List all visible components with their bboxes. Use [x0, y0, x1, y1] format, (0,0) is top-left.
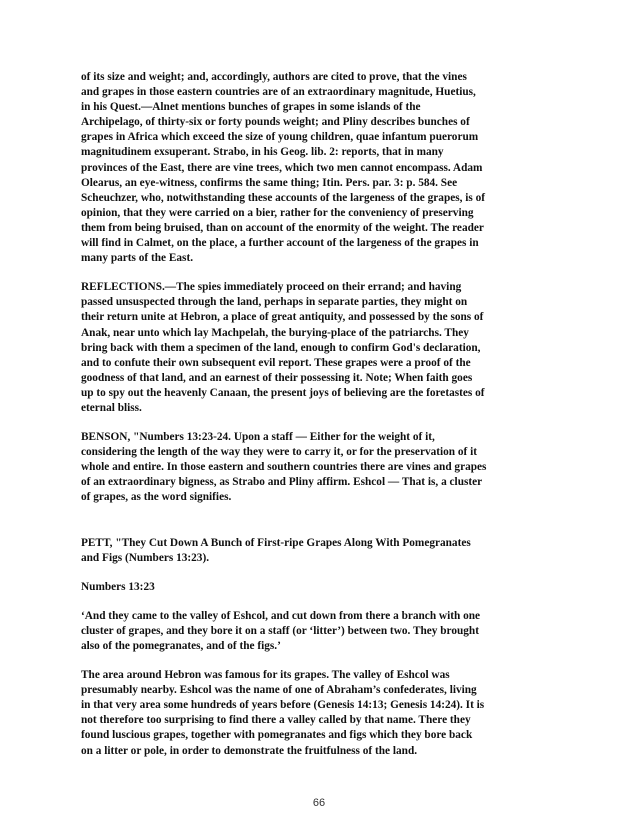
- text-line: Anak, near unto which lay Machpelah, the burying-place of the patriarchs. They: [81, 326, 469, 339]
- text-line: of its size and weight; and, accordingly, authors are cited to prove, that the vines: [81, 71, 467, 83]
- text-line: also of the pomegranates, and of the figs.’: [81, 640, 281, 652]
- text-line: presumably nearby. Eshcol was the name of one of Abraham’s confederates, living: [81, 684, 477, 697]
- paragraph: [81, 70, 551, 266]
- text-line: eternal bliss.: [81, 401, 142, 414]
- paragraph: [81, 580, 551, 595]
- text-line: Numbers 13:23: [81, 580, 155, 593]
- text-line: cluster of grapes, and they bore it on a staff (or ‘litter’) between two. They brought: [81, 624, 479, 637]
- text-line: PETT, "They Cut Down A Bunch of First-ripe Grapes Along With Pomegranates: [81, 536, 471, 549]
- text-line: BENSON, "Numbers 13:23-24. Upon a staff — Either for the weight of it,: [81, 431, 435, 444]
- text-line: of grapes, as the word signifies.: [81, 491, 232, 504]
- text-line: and Figs (Numbers 13:23).: [81, 551, 210, 564]
- paragraph: [81, 430, 551, 505]
- paragraph: [81, 609, 551, 654]
- page-body-text: [81, 70, 551, 773]
- text-line: magnitudinem exsuperant. Strabo, in his Geog. lib. 2: reports, that in many: [81, 146, 444, 159]
- text-line: The area around Hebron was famous for its grapes. The valley of Eshcol was: [81, 669, 450, 682]
- text-line: will find in Calmet, on the place, a further account of the largeness of the grapes in: [81, 237, 479, 250]
- paragraph: [81, 668, 551, 759]
- text-line: on a litter or pole, in order to demonstrate the fruitfulness of the land.: [81, 744, 418, 757]
- paragraph: [81, 536, 551, 566]
- text-line: many parts of the East.: [81, 252, 194, 265]
- text-line: goodness of that land, and an earnest of their possessing it. Note; When faith goes: [81, 371, 473, 384]
- text-line: in that very area some hundreds of years before (Genesis 14:13; Genesis 14:24). It is: [81, 699, 485, 712]
- text-line: found luscious grapes, together with pomegranates and figs which they bore back: [81, 729, 473, 742]
- text-line: grapes in Africa which exceed the size of young children, quae infantum puerorum: [81, 131, 479, 144]
- text-line: Scheuchzer, who, notwithstanding these accounts of the largeness of the grapes, is of: [81, 191, 486, 204]
- page-number: 66: [312, 797, 326, 809]
- text-line: passed unsuspected through the land, perhaps in separate parties, they might on: [81, 296, 468, 309]
- text-line: considering the length of the way they were to carry it, or for the preservation of it: [81, 446, 478, 459]
- paragraph: [81, 280, 551, 416]
- text-line: provinces of the East, there are vine trees, which two men cannot encompass. Adam: [81, 161, 483, 174]
- text-line: and grapes in those eastern countries are of an extraordinary magnitude, Huetius,: [81, 86, 476, 99]
- text-line: opinion, that they were carried on a bier, rather for the conveniency of preserving: [81, 206, 474, 219]
- text-line: ‘And they came to the valley of Eshcol, and cut down from there a branch with one: [81, 609, 481, 622]
- text-line: and to confute their own subsequent evil report. These grapes were a proof of the: [81, 356, 471, 369]
- text-line: whole and entire. In those eastern and southern countries there are vines and grapes: [81, 461, 487, 474]
- text-line: Archipelago, of thirty-six or forty pounds weight; and Pliny describes bunches of: [81, 116, 470, 129]
- text-line: of an extraordinary bigness, as Strabo and Pliny affirm. Eshcol — That is, a cluster: [81, 476, 483, 489]
- text-line: their return unite at Hebron, a place of great antiquity, and possessed by the sons of: [81, 311, 484, 324]
- text-line: bring back with them a specimen of the land, enough to confirm God's declaration,: [81, 341, 481, 354]
- text-line: not therefore too surprising to find there a valley called by that name. There they: [81, 714, 471, 727]
- text-line: up to spy out the heavenly Canaan, the present joys of believing are the foretastes of: [81, 386, 485, 399]
- text-line: REFLECTIONS.—The spies immediately proceed on their errand; and having: [81, 281, 462, 294]
- text-line: them from being bruised, than on account of the enormity of the weight. The reader: [81, 221, 484, 234]
- text-line: in his Quest.—Alnet mentions bunches of grapes in some islands of the: [81, 101, 421, 114]
- text-line: Olearus, an eye-witness, confirms the same thing; Itin. Pers. par. 3: p. 584. See: [81, 176, 458, 189]
